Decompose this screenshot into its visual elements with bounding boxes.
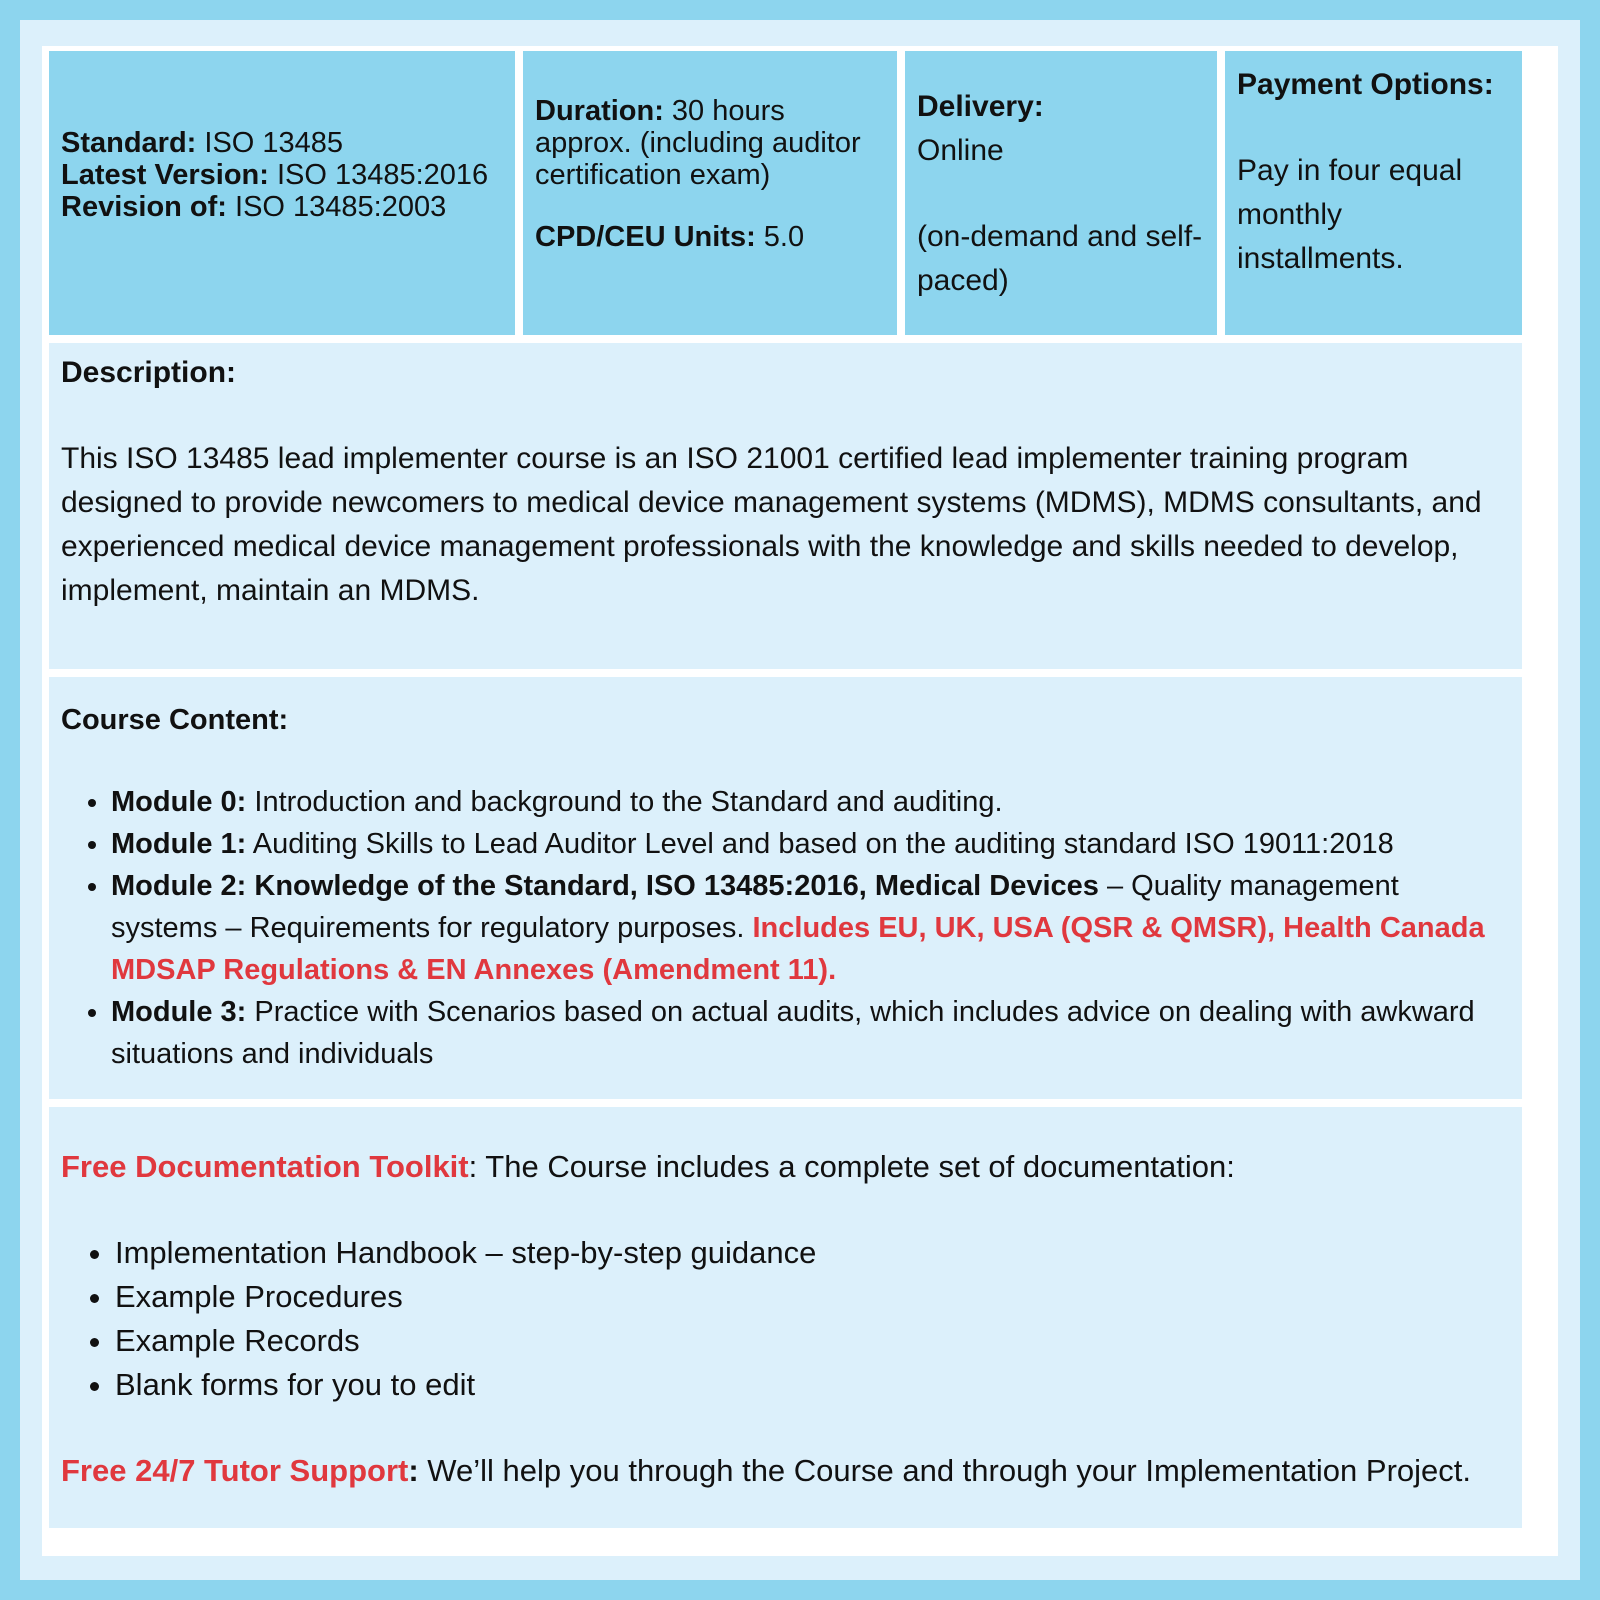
support-highlight: Free 24/7 Tutor Support (61, 1453, 409, 1488)
description-body: This ISO 13485 lead implementer course is an ISO 21001 certified lead implementer training program designed to provide newcomers to medical device management systems (MDMS), MDMS consultants, and experienced medical device management professionals with the knowledge and skills needed to develop, implement, maintain an MDMS. (61, 442, 1482, 607)
module-list (61, 781, 1510, 1075)
module-text: – Quality management systems – Requirements for regulatory purposes. (111, 870, 1399, 944)
module-label: Module 1: (111, 828, 247, 860)
info-table (42, 46, 1558, 1556)
support-line (61, 1449, 1510, 1493)
toolkit-highlight: Free Documentation Toolkit (61, 1149, 469, 1184)
module-label: Module 3: (111, 996, 247, 1028)
module-item (111, 823, 1510, 865)
toolkit-item: • Example Records (115, 1319, 1510, 1363)
delivery-cell (905, 51, 1217, 335)
page-background (20, 20, 1580, 1580)
standard-value: ISO 13485 (196, 127, 344, 159)
duration-cell (523, 51, 897, 335)
standard-label: Standard: (61, 127, 197, 159)
duration-line (535, 95, 887, 191)
cpd-line (535, 221, 887, 253)
toolkit-section (49, 1107, 1522, 1528)
cpd-value: 5.0 (755, 221, 805, 253)
latest-version-line (61, 159, 503, 191)
toolkit-text: : The Course includes a complete set of documentation: (468, 1149, 1235, 1184)
revision-label: Revision of: (61, 191, 227, 223)
delivery-note: (on-demand and self-paced) (917, 220, 1203, 297)
module-item (111, 991, 1510, 1075)
course-content-section (49, 677, 1522, 1099)
description-title: Description: (61, 356, 237, 389)
toolkit-list (61, 1231, 1510, 1407)
module-text: Practice with Scenarios based on actual audits, which includes advice on dealing with awkward situations and individuals (111, 996, 1475, 1070)
latest-version-value: ISO 13485:2016 (268, 159, 489, 191)
module-text: Auditing Skills to Lead Auditor Level and based on the auditing standard ISO 19011:2018 (246, 828, 1394, 860)
toolkit-intro (61, 1145, 1510, 1189)
payment-cell (1225, 51, 1522, 335)
payment-value: Pay in four equal monthly installments. (1237, 154, 1463, 275)
delivery-value: Online (917, 134, 1004, 167)
delivery-label: Delivery: (917, 90, 1044, 123)
module-item (111, 781, 1510, 823)
duration-label: Duration: (535, 95, 664, 127)
revision-line (61, 191, 503, 223)
module-highlight: Includes EU, UK, USA (QSR & QMSR), Health Canada MDSAP Regulations & EN Annexes (Amendment 11). (111, 912, 1485, 986)
module-text: Introduction and background to the Standard and auditing. (246, 786, 1003, 818)
toolkit-item: • Example Procedures (115, 1275, 1510, 1319)
standard-line (61, 127, 503, 159)
support-text: We’ll help you through the Course and through your Implementation Project. (418, 1453, 1471, 1488)
support-colon: : (408, 1453, 419, 1488)
toolkit-item: • Blank forms for you to edit (115, 1363, 1510, 1407)
module-item (111, 865, 1510, 991)
standard-cell (49, 51, 515, 335)
module-label: Module 2: Knowledge of the Standard, ISO 13485:2016, Medical Devices (111, 870, 1099, 902)
payment-label: Payment Options: (1237, 68, 1494, 101)
course-content-title: Course Content: (61, 704, 289, 736)
cpd-label: CPD/CEU Units: (535, 221, 756, 253)
latest-version-label: Latest Version: (61, 159, 269, 191)
description-section (49, 343, 1522, 669)
module-label: Module 0: (111, 786, 247, 818)
duration-value: 30 hours approx. (including auditor certification exam) (535, 95, 861, 191)
toolkit-item: • Implementation Handbook – step-by-step guidance (115, 1231, 1510, 1275)
revision-value: ISO 13485:2003 (226, 191, 447, 223)
